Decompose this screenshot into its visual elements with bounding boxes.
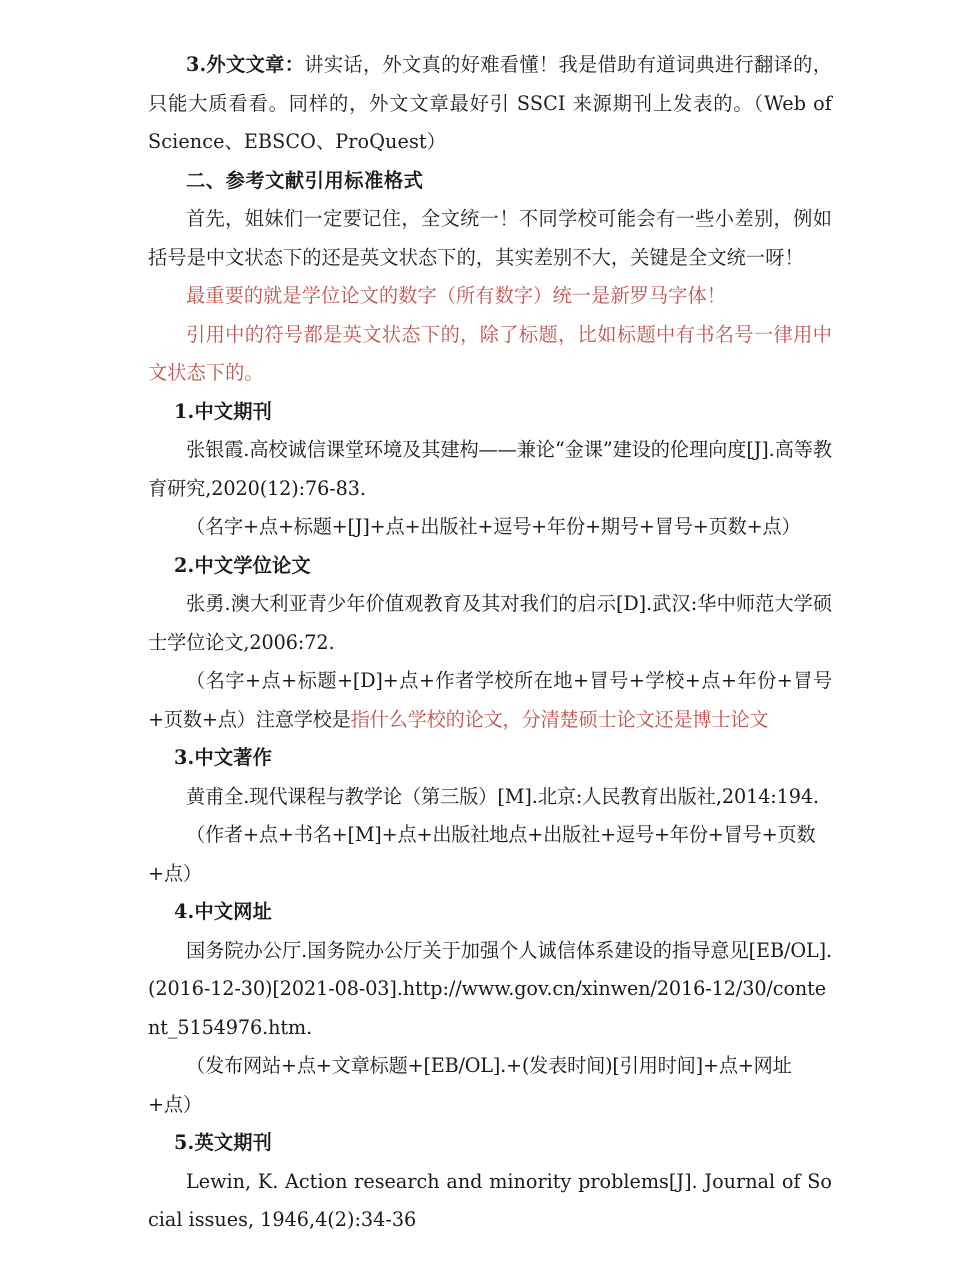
citation-example-2: 张勇.澳大利亚青少年价值观教育及其对我们的启示[D].武汉:华中师范大学硕士学位论文,2006:72. bbox=[148, 592, 832, 654]
citation-formula-1: （名字+点+标题+[J]+点+出版社+逗号+年份+期号+冒号+页数+点） bbox=[186, 515, 801, 538]
citation-formula-2-note-red: 指什么学校的论文，分清楚硕士论文还是博士论文 bbox=[350, 707, 769, 731]
document-body bbox=[148, 46, 832, 1240]
subheading-item-4 bbox=[148, 893, 832, 932]
citation-formula-2-note: 注意学校是 bbox=[255, 707, 351, 731]
citation-formula-2-text: （名字+点+标题+[D]+点+作者学校所在地+冒号+学校+点+年份+冒号+页数+点） bbox=[148, 669, 832, 731]
item-5-title: 英文期刊 bbox=[194, 1131, 272, 1154]
item-1-title: 中文期刊 bbox=[194, 399, 272, 423]
citation-example-3: 黄甫全.现代课程与教学论（第三版）[M].北京:人民教育出版社,2014:194. bbox=[186, 784, 819, 808]
subheading-item-2 bbox=[148, 547, 832, 586]
item-2-title: 中文学位论文 bbox=[194, 553, 311, 577]
item-4-number: 4. bbox=[174, 900, 195, 923]
foreign-article-label: 3.外文文章： bbox=[186, 53, 305, 76]
subheading-item-1 bbox=[148, 393, 832, 432]
citation-formula-2 bbox=[148, 662, 832, 739]
citation-example-1: 张银霞.高校诚信课堂环境及其建构——兼论“金课”建设的伦理向度[J].高等教育研究,2020(12):76-83. bbox=[148, 438, 832, 500]
subheading-item-3 bbox=[148, 739, 832, 778]
foreign-article-text: 讲实话，外文真的好难看懂！我是借助有道词典进行翻译的，只能大质看看。同样的，外文文章最好引 SSCI 来源期刊上发表的。（Web of Science、EBSCO、ProQuest） bbox=[148, 53, 832, 153]
item-2-number: 2. bbox=[174, 553, 195, 577]
citation-formula-4: （发布网站+点+文章标题+[EB/OL].+(发表时间)[引用时间]+点+网址+点） bbox=[148, 1054, 792, 1116]
subheading-item-5 bbox=[148, 1124, 832, 1163]
paragraph-foreign-article bbox=[148, 46, 832, 162]
item-5-number: 5. bbox=[174, 1131, 195, 1154]
item-3-title: 中文著作 bbox=[194, 746, 272, 769]
item-3-number: 3. bbox=[174, 746, 195, 769]
item-4-title: 中文网址 bbox=[194, 900, 272, 923]
paragraph-intro: 首先，姐妹们一定要记住，全文统一！不同学校可能会有一些小差别，例如括号是中文状态下的还是英文状态下的，其实差别不大，关键是全文统一呀！ bbox=[148, 207, 832, 269]
red-note-numbers-font: 最重要的就是学位论文的数字（所有数字）统一是新罗马字体！ bbox=[186, 284, 727, 307]
red-note-punctuation: 引用中的符号都是英文状态下的，除了标题，比如标题中有书名号一律用中文状态下的。 bbox=[148, 322, 832, 384]
citation-formula-3: （作者+点+书名+[M]+点+出版社地点+出版社+逗号+年份+冒号+页数+点） bbox=[148, 823, 816, 885]
section-heading-citation-format: 二、参考文献引用标准格式 bbox=[186, 168, 424, 192]
citation-example-5: Lewin, K. Action research and minority problems[J]. Journal of Social issues, 1946,4(2):34-36 bbox=[148, 1169, 832, 1231]
item-1-number: 1. bbox=[174, 399, 195, 423]
citation-example-4: 国务院办公厅.国务院办公厅关于加强个人诚信体系建设的指导意见[EB/OL].(2016-12-30)[2021-08-03].http://www.gov.cn/xinwen/2016-12/30/content_5154976.htm. bbox=[148, 938, 832, 1039]
